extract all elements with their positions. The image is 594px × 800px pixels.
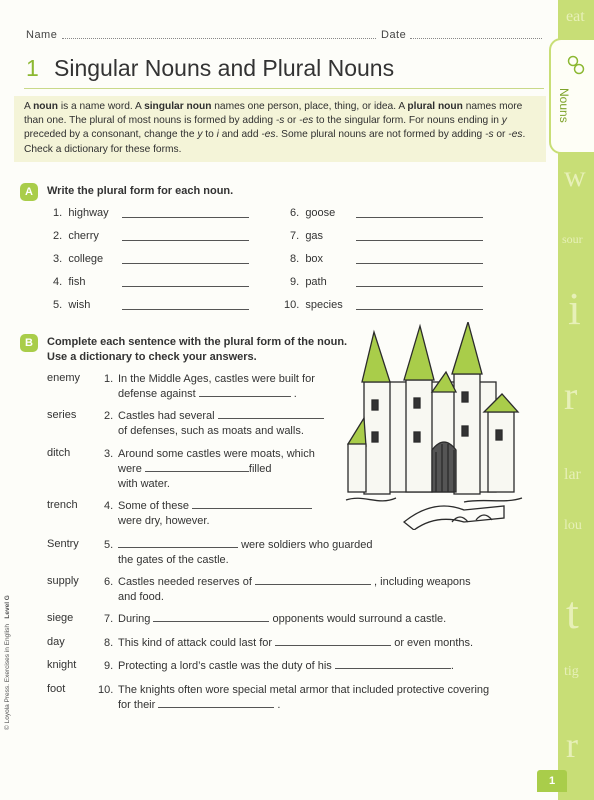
sentence-number: 10. xyxy=(98,684,114,696)
publisher-credit: © Loyola Press. Exercises in English Level G xyxy=(4,595,11,730)
cue-word: enemy xyxy=(47,372,81,384)
sentence: During opponents would surround a castle. xyxy=(118,613,447,625)
cue-word: siege xyxy=(47,612,74,624)
answer-line[interactable] xyxy=(356,240,483,241)
section-a-badge: A xyxy=(20,183,38,201)
intro-text: A noun is a name word. A singular noun names one person, place, thing, or idea. A plural noun names more than one. The plural of most nouns is formed by adding -s or -es to the singular form. For nouns ending in y preceded by a consonant, change the y to i and add -es. Some plural nouns are not formed by adding -s or -es. Check a dictionary for these forms. xyxy=(24,101,526,155)
cue-word: ditch xyxy=(47,447,71,459)
section-b-badge: B xyxy=(20,334,38,352)
bg-word: r xyxy=(566,725,578,765)
cue-word: supply xyxy=(47,575,79,587)
sentence-number: 2. xyxy=(104,410,114,422)
castle-illustration xyxy=(344,322,526,530)
answer-line[interactable] xyxy=(122,286,249,287)
cue-word: trench xyxy=(47,499,78,511)
answer-line[interactable] xyxy=(122,240,249,241)
list-item: 5. wish xyxy=(53,299,91,311)
cue-word: day xyxy=(47,636,65,648)
answer-line[interactable] xyxy=(122,263,249,264)
tab-label: Nouns xyxy=(557,88,571,123)
list-item: 7. gas xyxy=(290,230,324,242)
section-b-instruction: Use a dictionary to check your answers. xyxy=(47,351,257,363)
list-item: 3. college xyxy=(53,253,104,265)
sentence-number: 5. xyxy=(104,539,114,551)
list-item: 1. highway xyxy=(53,207,109,219)
name-label: Name xyxy=(26,29,58,41)
cue-word: foot xyxy=(47,683,66,695)
answer-line[interactable] xyxy=(356,217,483,218)
sentence: This kind of attack could last for or even months. xyxy=(118,637,474,649)
divider xyxy=(24,88,544,89)
bg-word: tig xyxy=(564,664,579,679)
answer-blank[interactable] xyxy=(335,659,451,669)
cue-word: knight xyxy=(47,659,77,671)
answer-blank[interactable] xyxy=(199,387,291,397)
bg-word: i xyxy=(568,283,581,334)
sentence-number: 8. xyxy=(104,637,114,649)
answer-blank[interactable] xyxy=(255,575,371,585)
sentence-number: 6. xyxy=(104,576,114,588)
sentence-number: 1. xyxy=(104,373,114,385)
sentence-number: 9. xyxy=(104,660,114,672)
sentence: Castles had several of defenses, such as moats and walls. xyxy=(118,409,348,439)
bg-word: sour xyxy=(562,232,583,246)
link-icon xyxy=(566,54,586,76)
bg-word: r xyxy=(564,373,578,418)
cue-word: Sentry xyxy=(47,538,79,550)
answer-line[interactable] xyxy=(356,286,483,287)
answer-blank[interactable] xyxy=(192,499,312,509)
sentence-number: 4. xyxy=(104,500,114,512)
sentence: Some of these were dry, however. xyxy=(118,499,348,529)
list-item: 8. box xyxy=(290,253,324,265)
page-number: 1 xyxy=(537,770,567,792)
section-b-instruction: Complete each sentence with the plural form of the noun. xyxy=(47,336,348,348)
sentence: Around some castles were moats, which were filled with water. xyxy=(118,448,315,490)
list-item: 6. goose xyxy=(290,207,336,219)
list-item: 10. species xyxy=(284,299,343,311)
section-a-instruction: Write the plural form for each noun. xyxy=(47,185,234,197)
answer-blank[interactable] xyxy=(145,462,249,472)
sentence: Castles needed reserves of , including weapons and food. xyxy=(118,576,471,603)
name-field-line[interactable] xyxy=(62,38,376,39)
list-item: 2. cherry xyxy=(53,230,99,242)
sentence: Protecting a lord’s castle was the duty of his . xyxy=(118,660,454,672)
answer-blank[interactable] xyxy=(153,612,269,622)
sentence-number: 3. xyxy=(104,448,114,460)
sentence: In the Middle Ages, castles were built for defense against . xyxy=(118,373,315,400)
bg-word: lou xyxy=(564,518,582,533)
answer-line[interactable] xyxy=(356,263,483,264)
answer-blank[interactable] xyxy=(118,538,238,548)
list-item: 9. path xyxy=(290,276,327,288)
answer-line[interactable] xyxy=(356,309,483,310)
date-label: Date xyxy=(381,29,407,41)
answer-blank[interactable] xyxy=(218,409,324,419)
bg-word: w xyxy=(564,160,586,193)
sentence: were soldiers who guarded the gates of the castle. xyxy=(118,539,373,566)
bg-word: t xyxy=(566,587,579,638)
bg-word: eat xyxy=(566,8,585,25)
bg-word: lar xyxy=(564,466,581,483)
sentence: The knights often wore special metal armor that included protective covering for their . xyxy=(118,684,490,711)
lesson-number: 1 xyxy=(26,55,39,81)
cue-word: series xyxy=(47,409,77,421)
page-title: Singular Nouns and Plural Nouns xyxy=(54,55,395,81)
answer-line[interactable] xyxy=(122,309,249,310)
list-item: 4. fish xyxy=(53,276,86,288)
answer-blank[interactable] xyxy=(275,636,391,646)
answer-line[interactable] xyxy=(122,217,249,218)
date-field-line[interactable] xyxy=(410,38,542,39)
sentence-number: 7. xyxy=(104,613,114,625)
intro-box xyxy=(14,96,546,162)
answer-blank[interactable] xyxy=(158,698,274,708)
